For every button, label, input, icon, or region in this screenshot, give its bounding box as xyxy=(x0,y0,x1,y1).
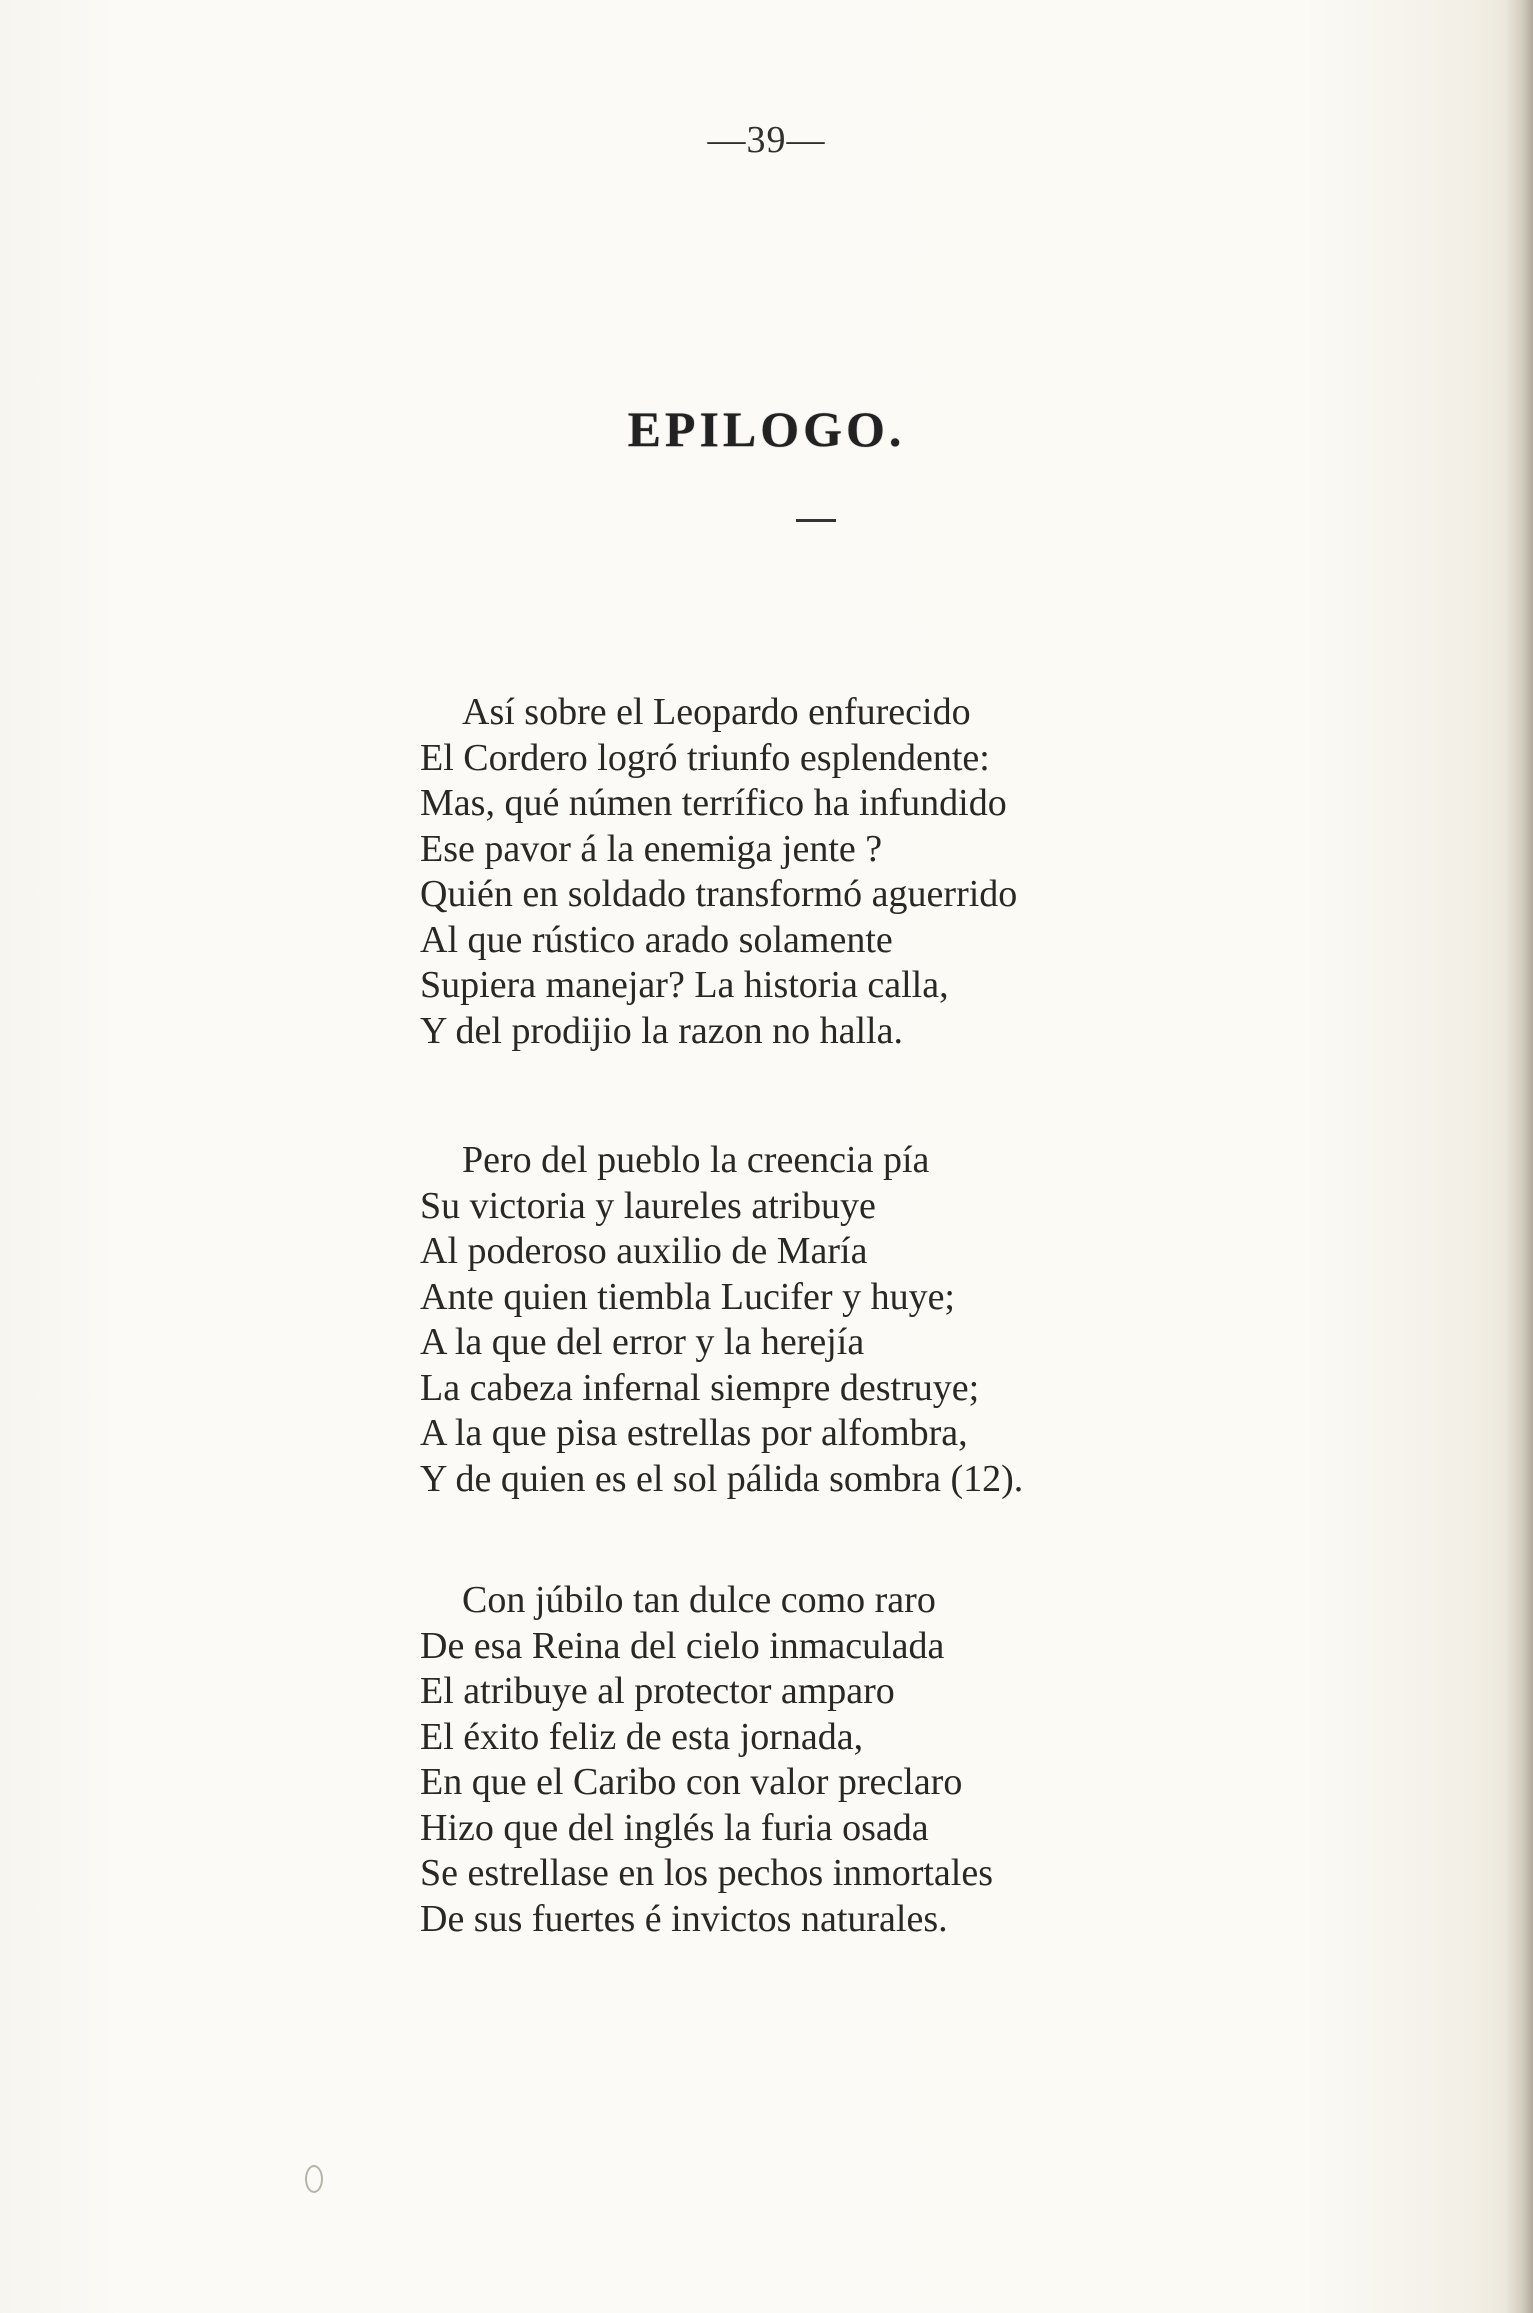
paper-blemish xyxy=(305,2165,323,2193)
heading-rule xyxy=(796,519,836,522)
verse-line: Su victoria y laureles atribuye xyxy=(420,1184,876,1227)
stanza-2 xyxy=(420,1138,1280,1502)
verse-line: De esa Reina del cielo inmaculada xyxy=(420,1624,945,1667)
verse-line: Supiera manejar? La historia calla, xyxy=(420,964,949,1006)
page-number: —39— xyxy=(707,119,826,161)
verse-line: El atribuye al protector amparo xyxy=(420,1670,895,1712)
verse-line: Quién en soldado transformó aguerrido xyxy=(420,873,1018,915)
verse-line: A la que del error y la herejía xyxy=(420,1321,865,1363)
verse-line: Y de quien es el sol pálida sombra (12). xyxy=(420,1457,1024,1500)
verse-line: Ante quien tiembla Lucifer y huye; xyxy=(420,1275,955,1318)
verse-line: Pero del pueblo la creencia pía xyxy=(462,1139,930,1181)
verse-line: El Cordero logró triunfo esplendente: xyxy=(420,736,990,779)
page-edge-shadow xyxy=(1505,0,1533,2313)
verse-line: Así sobre el Leopardo enfurecido xyxy=(462,691,971,733)
verse-line: Al que rústico arado solamente xyxy=(420,918,893,961)
verse-line: En que el Caribo con valor preclaro xyxy=(420,1761,963,1803)
stanza-3 xyxy=(420,1578,1280,1942)
verse-line: A la que pisa estrellas por alfombra, xyxy=(420,1412,968,1454)
verse-line: Se estrellase en los pechos inmortales xyxy=(420,1852,994,1894)
section-heading: EPILOGO. xyxy=(627,401,906,457)
verse-line: La cabeza infernal siempre destruye; xyxy=(420,1366,980,1409)
verse-line: Mas, qué númen terrífico ha infundido xyxy=(420,782,1007,824)
stanza-1 xyxy=(420,690,1280,1054)
verse-line: Hizo que del inglés la furia osada xyxy=(420,1806,929,1849)
verse-line: El éxito feliz de esta jornada, xyxy=(420,1715,864,1758)
verse-line: Y del prodijio la razon no halla. xyxy=(420,1009,903,1052)
verse-line: Al poderoso auxilio de María xyxy=(420,1230,868,1272)
verse-line: De sus fuertes é invictos naturales. xyxy=(420,1897,948,1940)
verse-line: Ese pavor á la enemiga jente ? xyxy=(420,827,883,870)
verse-line: Con júbilo tan dulce como raro xyxy=(462,1579,936,1621)
